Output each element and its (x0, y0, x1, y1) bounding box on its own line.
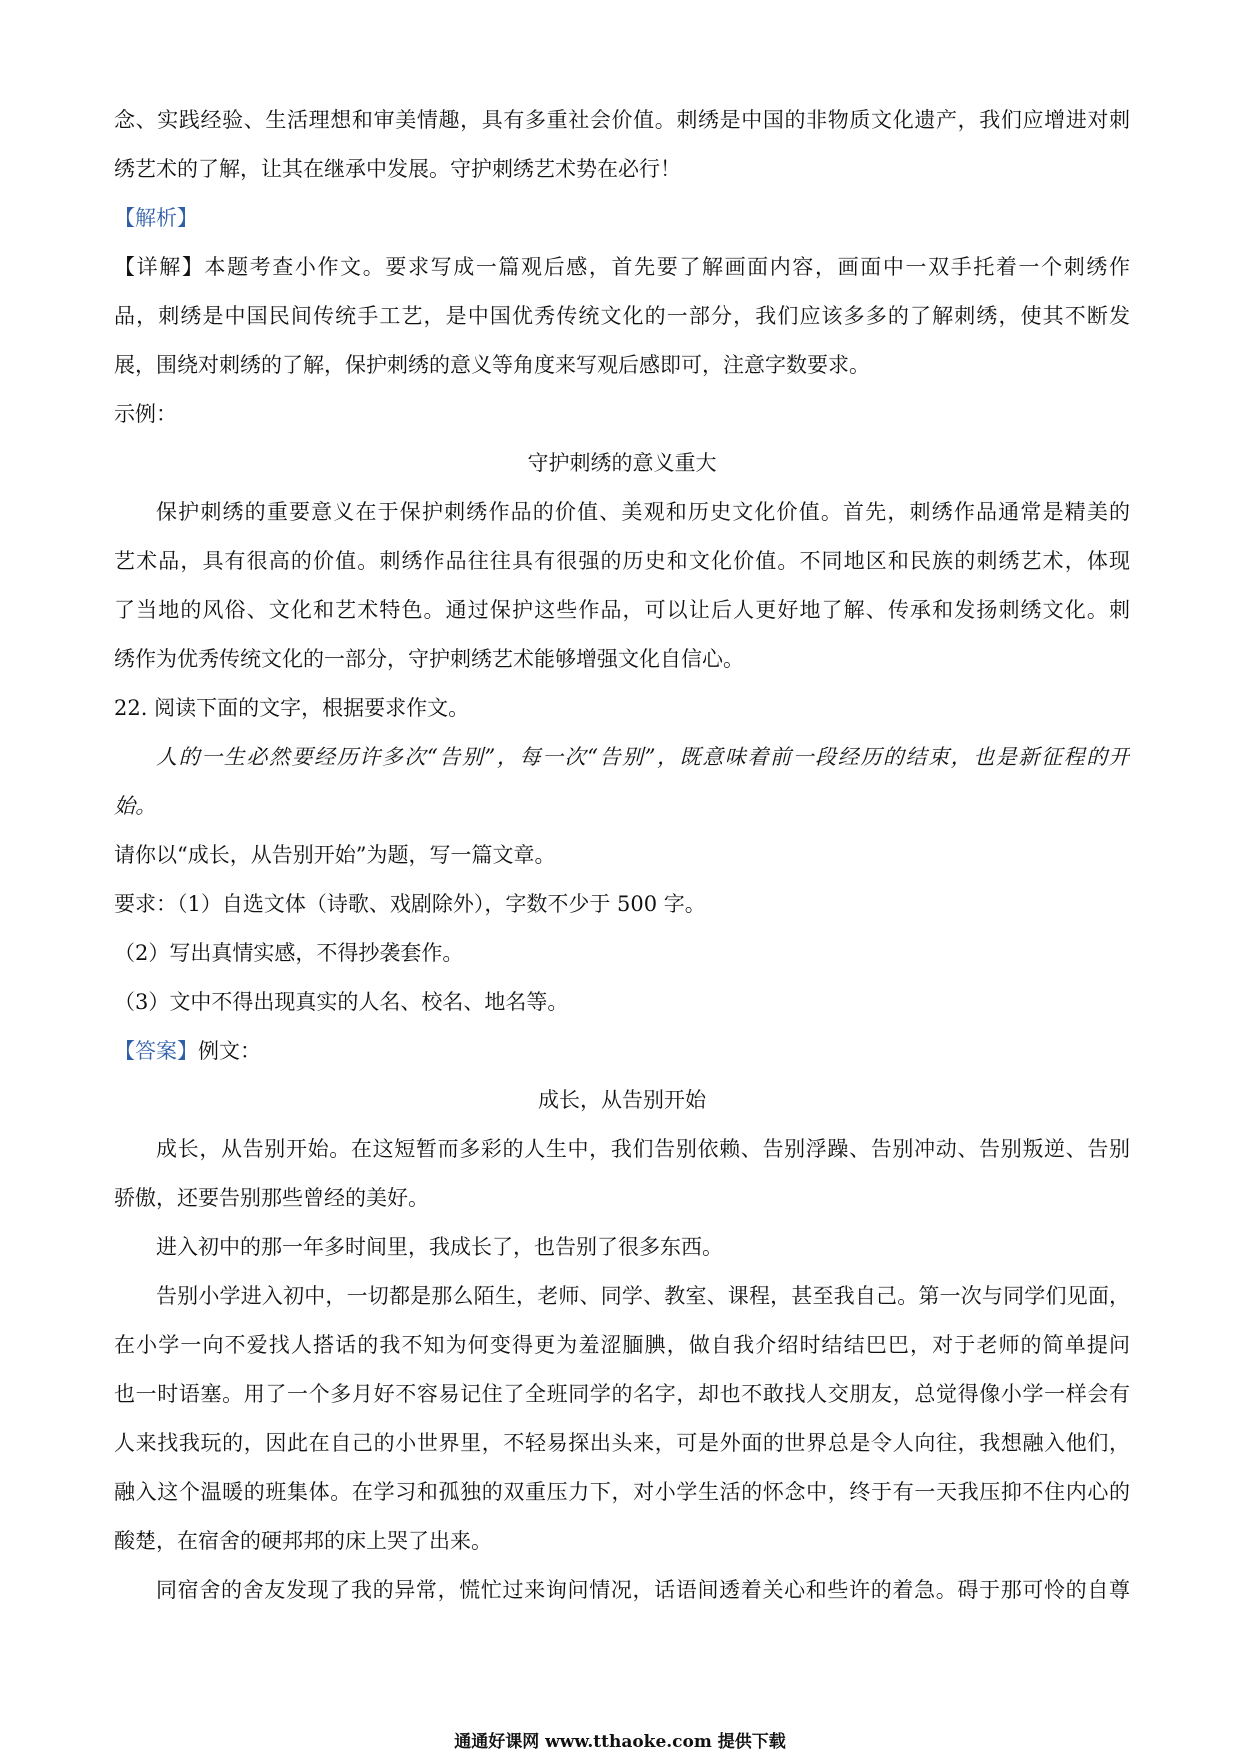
line-text: 示例： (114, 402, 177, 426)
text-line (114, 1174, 1130, 1223)
line-text: 例文： (198, 1039, 261, 1063)
line-text: 请你以“成长，从告别开始”为题，写一篇文章。 (114, 843, 556, 867)
text-line (114, 635, 1130, 684)
line-text: 成长，从告别开始 (538, 1088, 706, 1112)
text-line (114, 1419, 1130, 1468)
text-line (114, 782, 1130, 831)
text-line (114, 1468, 1130, 1517)
text-line (114, 439, 1130, 488)
text-line (114, 1566, 1130, 1615)
text-line (114, 929, 1130, 978)
text-line (114, 1370, 1130, 1419)
line-text: 展，围绕对刺绣的了解，保护刺绣的意义等角度来写观后感即可，注意字数要求。 (114, 353, 870, 377)
line-text: 绣艺术的了解，让其在继承中发展。守护刺绣艺术势在必行！ (114, 157, 681, 181)
text-line (114, 145, 1130, 194)
line-text: 也一时语塞。用了一个多月好不容易记住了全班同学的名字，却也不敢找人交朋友，总觉得像小学一样会有 (114, 1382, 1130, 1406)
text-line (114, 1027, 1130, 1076)
section-label: 【解析】 (114, 206, 198, 230)
text-line (114, 96, 1130, 145)
line-text: 酸楚，在宿舍的硬邦邦的床上哭了出来。 (114, 1529, 492, 1553)
line-text: 保护刺绣的重要意义在于保护刺绣作品的价值、美观和历史文化价值。首先，刺绣作品通常是精美的 (156, 500, 1130, 524)
line-text: 要求：（1）自选文体（诗歌、戏剧除外），字数不少于 500 字。 (114, 892, 706, 916)
text-line (114, 1223, 1130, 1272)
line-text: 始。 (114, 794, 157, 818)
text-line (114, 831, 1130, 880)
line-text: 艺术品，具有很高的价值。刺绣作品往往具有很强的历史和文化价值。不同地区和民族的刺绣艺术，体现 (114, 549, 1130, 573)
text-line (114, 341, 1130, 390)
line-text: 【详解】本题考查小作文。要求写成一篇观后感，首先要了解画面内容，画面中一双手托着一个刺绣作 (114, 255, 1130, 279)
text-line (114, 292, 1130, 341)
text-line (114, 880, 1130, 929)
text-line (114, 1272, 1130, 1321)
text-line (114, 1125, 1130, 1174)
line-text: 人来找我玩的，因此在自己的小世界里，不轻易探出头来，可是外面的世界总是令人向往，我想融入他们， (114, 1431, 1130, 1455)
text-line (114, 390, 1130, 439)
line-text: 融入这个温暖的班集体。在学习和孤独的双重压力下，对小学生活的怀念中，终于有一天我压抑不住内心的 (114, 1480, 1130, 1504)
text-line (114, 1517, 1130, 1566)
line-text: 告别小学进入初中，一切都是那么陌生，老师、同学、教室、课程，甚至我自己。第一次与同学们见面， (156, 1284, 1130, 1308)
line-text: 在小学一向不爱找人搭话的我不知为何变得更为羞涩腼腆，做自我介绍时结结巴巴，对于老师的简单提问 (114, 1333, 1130, 1357)
line-text: 同宿舍的舍友发现了我的异常，慌忙过来询问情况，话语间透着关心和些许的着急。碍于那可怜的自尊 (156, 1578, 1130, 1602)
line-text: （3）文中不得出现真实的人名、校名、地名等。 (114, 990, 569, 1014)
page-footer: 通通好课网 www.tthaoke.com 提供下载 (454, 1732, 786, 1752)
text-line (114, 488, 1130, 537)
line-text: 品，刺绣是中国民间传统手工艺，是中国优秀传统文化的一部分，我们应该多多的了解刺绣，使其不断发 (114, 304, 1130, 328)
text-line (114, 1321, 1130, 1370)
text-line (114, 586, 1130, 635)
line-text: 人的一生必然要经历许多次“告别”，每一次“告别”，既意味着前一段经历的结束，也是新征程的开 (156, 745, 1130, 769)
text-line (114, 684, 1130, 733)
line-text: 22. 阅读下面的文字，根据要求作文。 (114, 696, 470, 720)
section-label: 【答案】 (114, 1039, 198, 1063)
text-line (114, 1076, 1130, 1125)
text-line (114, 194, 1130, 243)
text-line (114, 978, 1130, 1027)
line-text: 念、实践经验、生活理想和审美情趣，具有多重社会价值。刺绣是中国的非物质文化遗产，我们应增进对刺 (114, 108, 1130, 132)
document-body (114, 96, 1130, 1615)
text-line (114, 243, 1130, 292)
line-text: 骄傲，还要告别那些曾经的美好。 (114, 1186, 429, 1210)
line-text: 成长，从告别开始。在这短暂而多彩的人生中，我们告别依赖、告别浮躁、告别冲动、告别叛逆、告别 (156, 1137, 1130, 1161)
line-text: 了当地的风俗、文化和艺术特色。通过保护这些作品，可以让后人更好地了解、传承和发扬刺绣文化。刺 (114, 598, 1130, 622)
text-line (114, 733, 1130, 782)
text-line (114, 537, 1130, 586)
line-text: （2）写出真情实感，不得抄袭套作。 (114, 941, 464, 965)
line-text: 进入初中的那一年多时间里，我成长了，也告别了很多东西。 (156, 1235, 723, 1259)
line-text: 绣作为优秀传统文化的一部分，守护刺绣艺术能够增强文化自信心。 (114, 647, 744, 671)
line-text: 守护刺绣的意义重大 (527, 451, 717, 475)
